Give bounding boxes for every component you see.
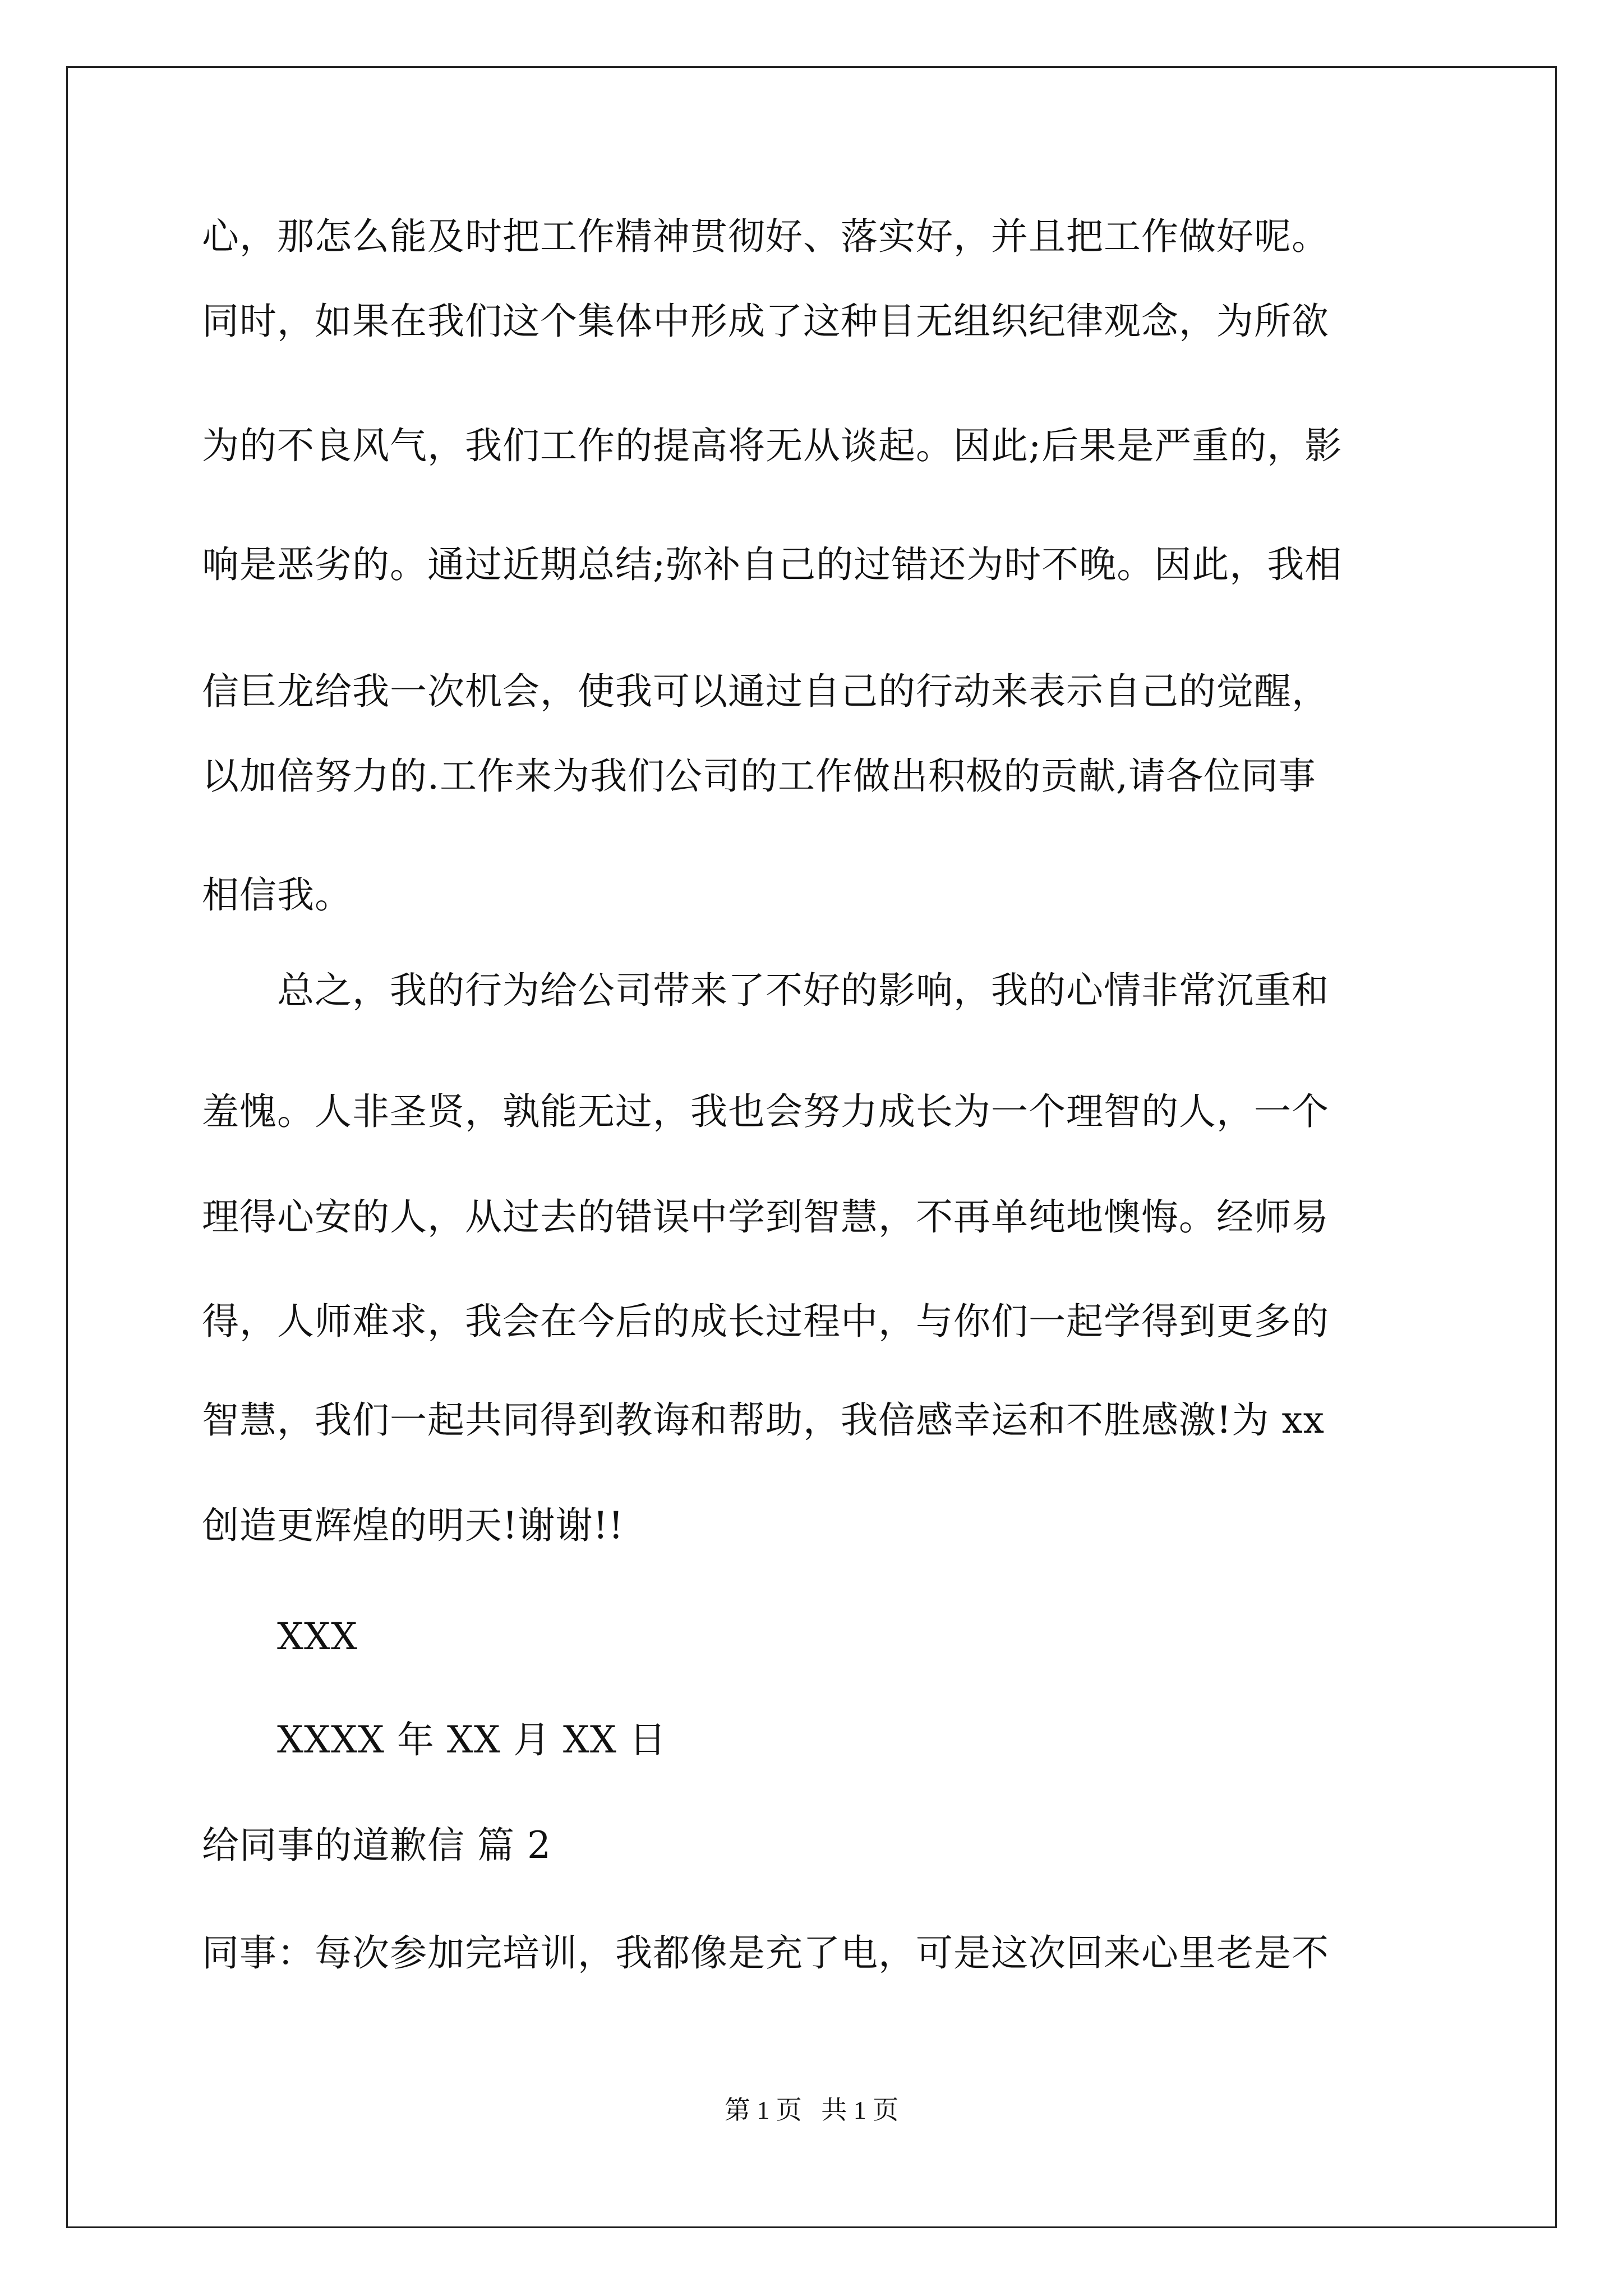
paragraph-2-line-1: 总之，我的行为给公司带来了不好的影响，我的心情非常沉重和: [277, 969, 1329, 1012]
paragraph-2-line-3: 理得心安的人，从过去的错误中学到智慧，不再单纯地懊悔。经师易: [202, 1195, 1329, 1239]
page-footer: 第 1 页 共 1 页: [724, 2096, 899, 2124]
body-line-1: 心，那怎么能及时把工作精神贯彻好、落实好，并且把工作做好呢。: [202, 215, 1329, 258]
paragraph-2-line-2: 羞愧。人非圣贤，孰能无过，我也会努力成长为一个理智的人，一个: [202, 1090, 1329, 1133]
body-line-4: 响是恶劣的。通过近期总结;弥补自己的过错还为时不晚。因此，我相: [202, 543, 1343, 586]
section-heading: 给同事的道歉信 篇 2: [202, 1824, 551, 1867]
page-frame: [66, 66, 1557, 2228]
body-line-6: 以加倍努力的.工作来为我们公司的工作做出积极的贡献,请各位同事: [202, 754, 1316, 798]
paragraph-2-line-4: 得，人师难求，我会在今后的成长过程中，与你们一起学得到更多的: [202, 1300, 1329, 1343]
body-line-5: 信巨龙给我一次机会，使我可以通过自己的行动来表示自己的觉醒，: [202, 670, 1329, 713]
paragraph-2-line-6: 创造更辉煌的明天!谢谢!!: [202, 1504, 624, 1547]
paragraph-2-line-5: 智慧，我们一起共同得到教诲和帮助，我倍感幸运和不胜感激!为 xx: [202, 1398, 1325, 1442]
body-line-3: 为的不良风气，我们工作的提高将无从谈起。因此;后果是严重的，影: [202, 424, 1343, 467]
signature-date: XXXX 年 XX 月 XX 日: [277, 1718, 667, 1761]
signature-name: XXX: [277, 1615, 358, 1658]
section-body-line-1: 同事：每次参加完培训，我都像是充了电，可是这次回来心里老是不: [202, 1931, 1329, 1975]
body-line-2: 同时，如果在我们这个集体中形成了这种目无组织纪律观念，为所欲: [202, 300, 1329, 343]
body-line-7: 相信我。: [202, 873, 352, 917]
